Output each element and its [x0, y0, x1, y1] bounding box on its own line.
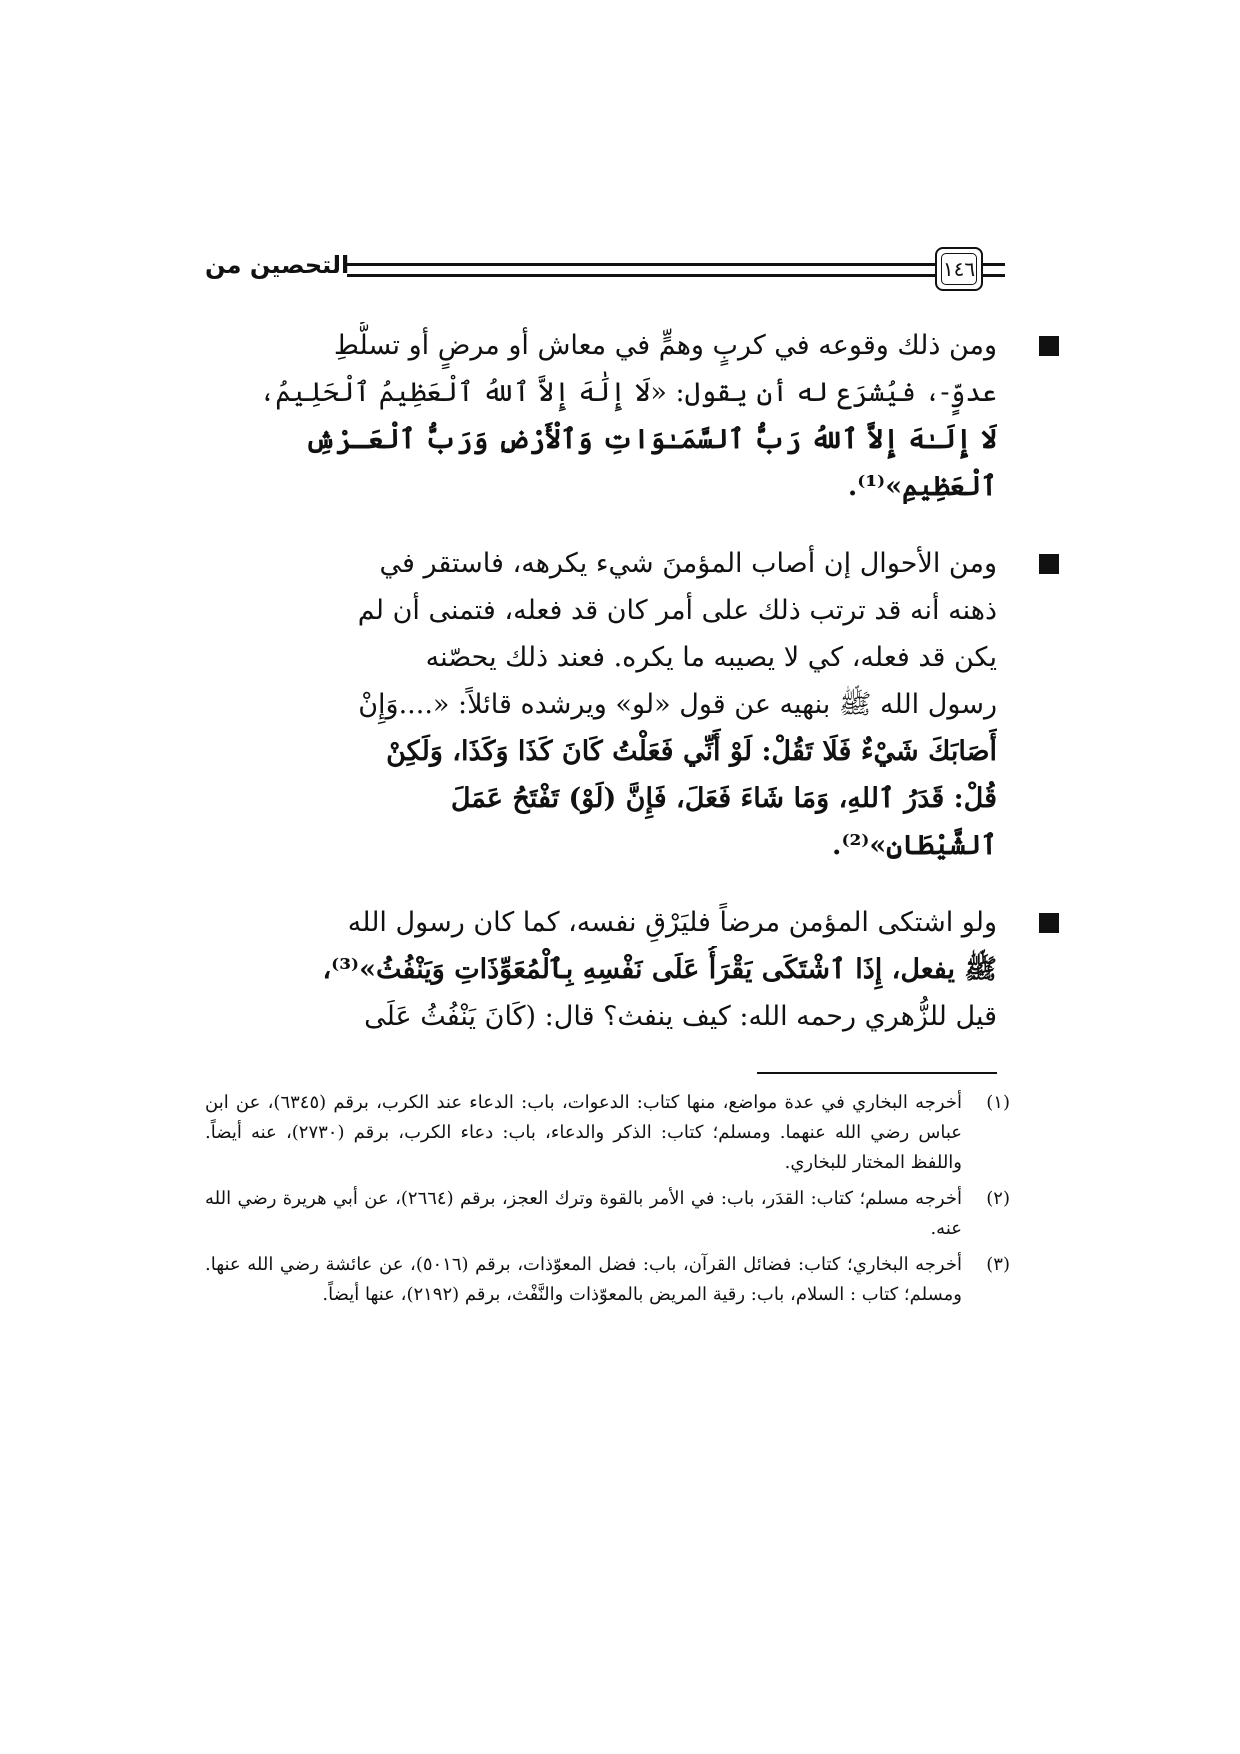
text-line: أَصَابَكَ شَيْءٌ فَلَا تَقُلْ: لَوْ أَنِّي فَعَلْتُ كَانَ كَذَا وَكَذَا، وَلَكِنْ — [386, 736, 997, 767]
running-title: التحصين من — [205, 251, 350, 279]
text-line: ولو اشتكى المؤمن مرضاً فليَرْقِ نفسه، كما كان رسول الله — [347, 907, 997, 938]
footnote-text: أخرجه البخاري في عدة مواضع، منها كتاب: الدعوات، باب: الدعاء عند الكرب، برقم (٦٣٤٥)، عن ابن عباس رضي الله عنهما. ومسلم؛ كتاب: الذكر والدعاء، باب: دعاء الكرب، برقم (٢٧٣٠)، عنه أيضاً. واللفظ المختار للبخاري. — [205, 1092, 962, 1173]
header-rule — [347, 263, 935, 277]
footnote-number: (٣) — [986, 1254, 1010, 1275]
footnote — [205, 1088, 1010, 1178]
page-number: ١٤٦ — [935, 247, 983, 291]
square-bullet-icon — [1039, 554, 1059, 574]
main-text — [205, 322, 997, 1070]
text-line: قيل للزُّهري رحمه الله: كيف ينفث؟ قال: (كَانَ يَنْفُثُ عَلَى — [364, 1001, 997, 1032]
text-line: قُلْ: قَدَرُ ٱللهِ، وَمَا شَاءَ فَعَلَ، فَإِنَّ (لَوْ) تَفْتَحُ عَمَلَ — [450, 783, 997, 814]
paragraph — [205, 540, 997, 869]
footnotes — [205, 1088, 1010, 1316]
square-bullet-icon — [1039, 913, 1059, 933]
text-line: ٱلشَّيْطَانِ»⁽²⁾. — [832, 830, 997, 861]
text-line: ﷺ يفعل، إِذَا ٱشْتَكَى يَقْرَأُ عَلَى نَفْسِهِ بِٱلْمُعَوِّذَاتِ وَيَنْفُثُ»⁽³⁾، — [322, 954, 997, 985]
text-line: رسول الله ﷺ بنهيه عن قول «لو» ويرشده قائلاً: «....وَإِنْ — [358, 689, 997, 720]
page-header — [205, 247, 1005, 295]
text-line: ذهنه أنه قد ترتب ذلك على أمر كان قد فعله، فتمنى أن لم — [357, 595, 997, 626]
text-line: لَا إِلَـٰهَ إِلاَّ ٱللهُ رَبُّ ٱلسَّمَـٰوَاتِ وَٱلْأَرْضِ وَرَبُّ ٱلْعَـرْشِ — [304, 424, 997, 455]
footnote-number: (٢) — [986, 1188, 1010, 1209]
text-line: يكن قد فعله، كي لا يصيبه ما يكره. فعند ذلك يحصّنه — [425, 642, 997, 673]
footnote-separator — [757, 1072, 997, 1074]
paragraph — [205, 899, 997, 1040]
text-line: ٱلْعَظِيمِ»⁽¹⁾. — [847, 471, 997, 502]
paragraph — [205, 322, 997, 510]
text-line: ومن ذلك وقوعه في كربٍ وهمٍّ في معاش أو مرضٍ أو تسلُّطِ — [333, 330, 997, 361]
footnote — [205, 1184, 1010, 1244]
square-bullet-icon — [1039, 336, 1059, 356]
footnote-text: أخرجه البخاري؛ كتاب: فضائل القرآن، باب: فضل المعوّذات، برقم (٥٠١٦)، عن عائشة رضي الله عنها. ومسلم؛ كتاب : السلام، باب: رقية المريض بالمعوّذات والنَّفْث، برقم (٢١٩٢)، عنها أيضاً. — [205, 1254, 962, 1305]
footnote-number: (١) — [986, 1092, 1010, 1113]
text-line: عدوٍّ-، فيُشرَع له أن يقول: «لَا إِلَٰهَ إِلاَّ ٱللهُ ٱلْعَظِيمُ ٱلْحَلِيمُ، — [259, 377, 997, 408]
header-rule-short — [983, 263, 1005, 277]
text-line: ومن الأحوال إن أصاب المؤمنَ شيء يكرهه، فاستقر في — [379, 548, 997, 579]
footnote-text: أخرجه مسلم؛ كتاب: القدَر، باب: في الأمر بالقوة وترك العجز، برقم (٢٦٦٤)، عن أبي هريرة رضي الله عنه. — [205, 1188, 962, 1239]
footnote — [205, 1250, 1010, 1310]
